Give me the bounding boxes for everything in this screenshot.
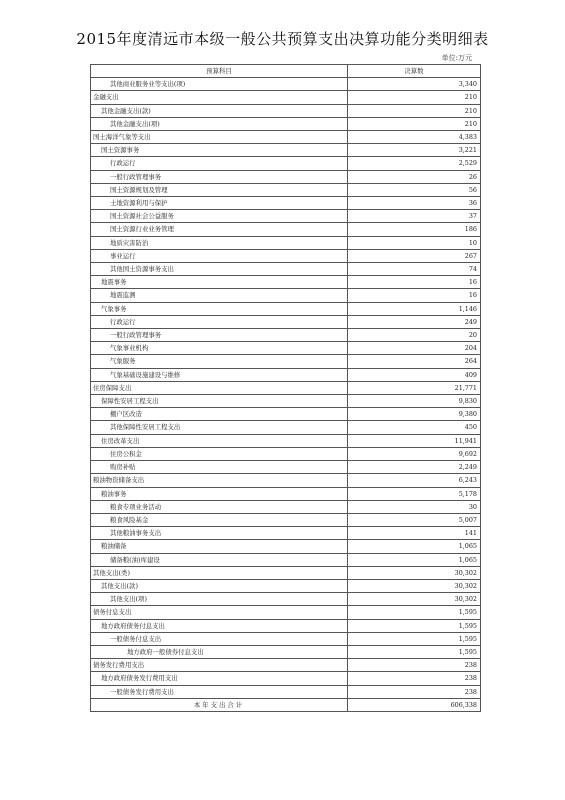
budget-subject-cell: 地震事务 bbox=[91, 276, 348, 289]
table-row bbox=[91, 461, 481, 474]
final-amount-cell: 37 bbox=[348, 210, 481, 223]
budget-subject-cell: 土地资源利用与保护 bbox=[91, 197, 348, 210]
budget-subject-cell: 其他金融支出(款) bbox=[91, 104, 348, 117]
table-row bbox=[91, 474, 481, 487]
final-amount-cell: 9,692 bbox=[348, 447, 481, 460]
table-row bbox=[91, 223, 481, 236]
budget-subject-cell: 一般债务发行费用支出 bbox=[91, 685, 348, 698]
final-amount-cell: 36 bbox=[348, 197, 481, 210]
table-row bbox=[91, 342, 481, 355]
budget-subject-cell: 地方政府债务发行费用支出 bbox=[91, 672, 348, 685]
budget-subject-cell: 地震监测 bbox=[91, 289, 348, 302]
budget-subject-cell: 粮油物资储备支出 bbox=[91, 474, 348, 487]
final-amount-cell: 2,249 bbox=[348, 461, 481, 474]
budget-subject-cell: 行政运行 bbox=[91, 157, 348, 170]
budget-subject-cell: 其他支出(项) bbox=[91, 593, 348, 606]
final-amount-cell: 21,771 bbox=[348, 381, 481, 394]
table-row bbox=[91, 368, 481, 381]
table-row bbox=[91, 659, 481, 672]
budget-subject-cell: 地质灾害防治 bbox=[91, 236, 348, 249]
budget-table bbox=[90, 64, 481, 712]
budget-subject-cell: 国土资源社会公益服务 bbox=[91, 210, 348, 223]
final-amount-cell: 5,007 bbox=[348, 513, 481, 526]
budget-subject-cell: 行政运行 bbox=[91, 315, 348, 328]
total-row bbox=[91, 698, 481, 711]
table-row bbox=[91, 144, 481, 157]
final-amount-cell: 249 bbox=[348, 315, 481, 328]
table-row bbox=[91, 513, 481, 526]
budget-subject-cell: 一般债务付息支出 bbox=[91, 632, 348, 645]
budget-subject-cell: 住房公积金 bbox=[91, 447, 348, 460]
final-amount-cell: 1,595 bbox=[348, 645, 481, 658]
budget-subject-cell: 住房改革支出 bbox=[91, 434, 348, 447]
table-row bbox=[91, 553, 481, 566]
page-title: 2015年度清远市本级一般公共预算支出决算功能分类明细表 bbox=[76, 30, 489, 48]
final-amount-cell: 5,178 bbox=[348, 487, 481, 500]
final-amount-cell: 210 bbox=[348, 104, 481, 117]
budget-subject-cell: 其他保障性安居工程支出 bbox=[91, 421, 348, 434]
table-row bbox=[91, 236, 481, 249]
budget-subject-cell: 地方政府债务付息支出 bbox=[91, 619, 348, 632]
table-row bbox=[91, 540, 481, 553]
final-amount-cell: 30,302 bbox=[348, 579, 481, 592]
table-row bbox=[91, 421, 481, 434]
table-row bbox=[91, 329, 481, 342]
budget-subject-cell: 其他商业服务业等支出(项) bbox=[91, 78, 348, 91]
budget-subject-cell: 粮油事务 bbox=[91, 487, 348, 500]
total-label: 本年支出合计 bbox=[91, 698, 348, 711]
budget-subject-cell: 金融支出 bbox=[91, 91, 348, 104]
final-amount-cell: 1,146 bbox=[348, 302, 481, 315]
table-row bbox=[91, 104, 481, 117]
budget-subject-cell: 购房补贴 bbox=[91, 461, 348, 474]
budget-subject-cell: 保障性安居工程支出 bbox=[91, 395, 348, 408]
budget-subject-cell: 粮食专项业务活动 bbox=[91, 500, 348, 513]
final-amount-cell: 238 bbox=[348, 685, 481, 698]
table-row bbox=[91, 566, 481, 579]
table-row bbox=[91, 500, 481, 513]
table-row bbox=[91, 289, 481, 302]
table-row bbox=[91, 355, 481, 368]
final-amount-cell: 264 bbox=[348, 355, 481, 368]
budget-subject-cell: 气象事务 bbox=[91, 302, 348, 315]
budget-subject-cell: 地方政府一般债券付息支出 bbox=[91, 645, 348, 658]
final-amount-cell: 141 bbox=[348, 527, 481, 540]
final-amount-cell: 1,065 bbox=[348, 553, 481, 566]
budget-subject-cell: 粮油储备 bbox=[91, 540, 348, 553]
final-amount-cell: 238 bbox=[348, 672, 481, 685]
budget-subject-cell: 一般行政管理事务 bbox=[91, 329, 348, 342]
budget-subject-cell: 债务付息支出 bbox=[91, 606, 348, 619]
table-row bbox=[91, 447, 481, 460]
table-header-row bbox=[91, 65, 481, 78]
final-amount-cell: 1,595 bbox=[348, 632, 481, 645]
budget-table-body bbox=[91, 65, 481, 712]
final-amount-cell: 3,221 bbox=[348, 144, 481, 157]
final-amount-cell: 3,340 bbox=[348, 78, 481, 91]
table-row bbox=[91, 381, 481, 394]
final-amount-cell: 20 bbox=[348, 329, 481, 342]
final-amount-cell: 238 bbox=[348, 659, 481, 672]
budget-subject-cell: 债务发行费用支出 bbox=[91, 659, 348, 672]
table-row bbox=[91, 645, 481, 658]
budget-subject-cell: 住房保障支出 bbox=[91, 381, 348, 394]
final-amount-cell: 30,302 bbox=[348, 593, 481, 606]
table-row bbox=[91, 395, 481, 408]
final-amount-cell: 30 bbox=[348, 500, 481, 513]
final-amount-cell: 4,383 bbox=[348, 131, 481, 144]
table-row bbox=[91, 117, 481, 130]
total-amount: 606,338 bbox=[348, 698, 481, 711]
budget-subject-cell: 气象基础设施建设与维修 bbox=[91, 368, 348, 381]
final-amount-cell: 30,302 bbox=[348, 566, 481, 579]
final-amount-cell: 450 bbox=[348, 421, 481, 434]
budget-subject-cell: 事业运行 bbox=[91, 249, 348, 262]
final-amount-cell: 9,830 bbox=[348, 395, 481, 408]
final-amount-cell: 10 bbox=[348, 236, 481, 249]
budget-subject-cell: 一般行政管理事务 bbox=[91, 170, 348, 183]
final-amount-cell: 11,941 bbox=[348, 434, 481, 447]
table-row bbox=[91, 249, 481, 262]
budget-subject-cell: 其他粮油事务支出 bbox=[91, 527, 348, 540]
table-row bbox=[91, 263, 481, 276]
table-row bbox=[91, 619, 481, 632]
table-row bbox=[91, 527, 481, 540]
header-final-amount: 决算数 bbox=[348, 65, 481, 78]
table-row bbox=[91, 91, 481, 104]
budget-subject-cell: 其他金融支出(项) bbox=[91, 117, 348, 130]
final-amount-cell: 409 bbox=[348, 368, 481, 381]
budget-subject-cell: 储备粮(油)库建设 bbox=[91, 553, 348, 566]
final-amount-cell: 56 bbox=[348, 183, 481, 196]
final-amount-cell: 204 bbox=[348, 342, 481, 355]
table-row bbox=[91, 157, 481, 170]
final-amount-cell: 74 bbox=[348, 263, 481, 276]
budget-subject-cell: 其他支出(款) bbox=[91, 579, 348, 592]
final-amount-cell: 6,243 bbox=[348, 474, 481, 487]
budget-subject-cell: 棚户区改造 bbox=[91, 408, 348, 421]
final-amount-cell: 210 bbox=[348, 117, 481, 130]
table-row bbox=[91, 170, 481, 183]
table-row bbox=[91, 579, 481, 592]
budget-subject-cell: 其他国土资源事务支出 bbox=[91, 263, 348, 276]
final-amount-cell: 9,380 bbox=[348, 408, 481, 421]
final-amount-cell: 267 bbox=[348, 249, 481, 262]
table-row bbox=[91, 210, 481, 223]
table-row bbox=[91, 632, 481, 645]
table-row bbox=[91, 593, 481, 606]
header-budget-subject: 预算科目 bbox=[91, 65, 348, 78]
final-amount-cell: 16 bbox=[348, 289, 481, 302]
budget-subject-cell: 国土海洋气象等支出 bbox=[91, 131, 348, 144]
budget-subject-cell: 气象事业机构 bbox=[91, 342, 348, 355]
table-row bbox=[91, 302, 481, 315]
budget-subject-cell: 国土资源行业业务管理 bbox=[91, 223, 348, 236]
final-amount-cell: 1,595 bbox=[348, 606, 481, 619]
budget-subject-cell: 国土资源事务 bbox=[91, 144, 348, 157]
table-row bbox=[91, 183, 481, 196]
table-row bbox=[91, 315, 481, 328]
budget-subject-cell: 粮食风险基金 bbox=[91, 513, 348, 526]
final-amount-cell: 2,529 bbox=[348, 157, 481, 170]
table-row bbox=[91, 434, 481, 447]
final-amount-cell: 210 bbox=[348, 91, 481, 104]
final-amount-cell: 26 bbox=[348, 170, 481, 183]
table-row bbox=[91, 197, 481, 210]
final-amount-cell: 1,065 bbox=[348, 540, 481, 553]
table-row bbox=[91, 408, 481, 421]
table-row bbox=[91, 672, 481, 685]
final-amount-cell: 16 bbox=[348, 276, 481, 289]
budget-subject-cell: 气象服务 bbox=[91, 355, 348, 368]
table-row bbox=[91, 276, 481, 289]
table-row bbox=[91, 131, 481, 144]
final-amount-cell: 186 bbox=[348, 223, 481, 236]
budget-subject-cell: 其他支出(类) bbox=[91, 566, 348, 579]
table-row bbox=[91, 606, 481, 619]
table-row bbox=[91, 685, 481, 698]
unit-label: 单位:万元 bbox=[441, 54, 472, 62]
table-row bbox=[91, 487, 481, 500]
final-amount-cell: 1,595 bbox=[348, 619, 481, 632]
table-row bbox=[91, 78, 481, 91]
budget-subject-cell: 国土资源规划及管理 bbox=[91, 183, 348, 196]
